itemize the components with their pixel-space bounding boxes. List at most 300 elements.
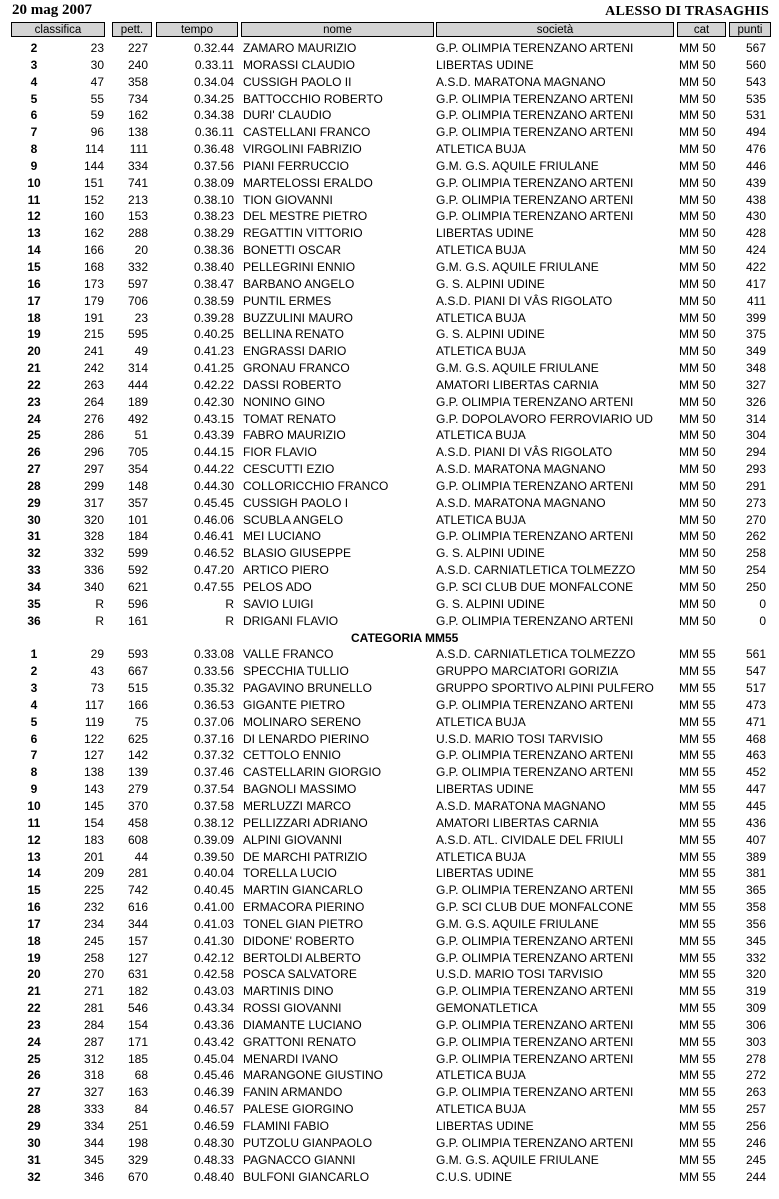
cell-pettorale: 184	[127, 529, 148, 544]
cell-nome: FABRO MAURIZIO	[243, 428, 346, 443]
cell-pettorale: 127	[127, 950, 148, 965]
cell-punti: 531	[745, 108, 766, 123]
cell-cat: MM 50	[679, 327, 716, 342]
cell-pettorale: 198	[127, 1135, 148, 1150]
column-header-punti: punti	[729, 22, 771, 37]
cell-nome: SCUBLA ANGELO	[243, 512, 344, 527]
cell-tempo: 0.38.36	[193, 243, 234, 258]
table-row	[0, 343, 779, 360]
table-row	[0, 747, 779, 764]
cell-rank: 18	[27, 310, 41, 325]
cell-cat: MM 50	[679, 361, 716, 376]
cell-pettorale: 185	[127, 1051, 148, 1066]
cell-tempo: 0.43.42	[193, 1034, 234, 1049]
cell-cat: MM 50	[679, 259, 716, 274]
cell-societa: ATLETICA BUJA	[436, 428, 526, 443]
cell-pettorale: 670	[127, 1169, 148, 1184]
cell-punti: 272	[745, 1068, 766, 1083]
cell-nome: DRIGANI FLAVIO	[243, 613, 339, 628]
cell-pettorale: 370	[127, 798, 148, 813]
cell-pettorale: 148	[127, 478, 148, 493]
cell-tempo: 0.44.22	[193, 462, 234, 477]
cell-classifica: 179	[83, 293, 104, 308]
cell-punti: 417	[745, 276, 766, 291]
cell-cat: MM 50	[679, 596, 716, 611]
table-row	[0, 798, 779, 815]
cell-punti: 320	[745, 967, 766, 982]
cell-tempo: R	[225, 613, 234, 628]
cell-rank: 32	[27, 546, 41, 561]
cell-classifica: 145	[83, 798, 104, 813]
cell-punti: 256	[745, 1119, 766, 1133]
cell-nome: GRATTONI RENATO	[243, 1034, 357, 1049]
cell-punti: 389	[745, 849, 766, 864]
cell-cat: MM 55	[679, 714, 716, 729]
cell-classifica: 312	[83, 1051, 104, 1066]
cell-rank: 5	[30, 714, 38, 729]
cell-rank: 11	[27, 815, 41, 830]
cell-classifica: 96	[90, 125, 104, 140]
cell-societa: AMATORI LIBERTAS CARNIA	[436, 815, 599, 830]
cell-tempo: 0.39.28	[193, 310, 234, 325]
cell-cat: MM 55	[679, 1001, 716, 1016]
cell-tempo: 0.37.32	[193, 748, 234, 763]
cell-cat: MM 55	[679, 1034, 716, 1049]
cell-rank: 35	[27, 596, 41, 611]
cell-classifica: 30	[90, 57, 104, 72]
cell-tempo: 0.42.30	[193, 394, 234, 409]
cell-tempo: 0.47.20	[193, 563, 234, 578]
cell-societa: G.M. G.S. AQUILE FRIULANE	[436, 158, 599, 173]
cell-cat: MM 50	[679, 344, 716, 359]
cell-nome: MARTINIS DINO	[243, 984, 334, 999]
cell-classifica: 297	[83, 462, 104, 477]
cell-tempo: 0.39.50	[193, 849, 234, 864]
table-row	[0, 158, 779, 175]
cell-tempo: 0.43.34	[193, 1001, 234, 1016]
cell-tempo: 0.41.25	[193, 361, 234, 376]
cell-cat: MM 55	[679, 1102, 716, 1117]
cell-pettorale: 592	[127, 563, 148, 578]
cell-pettorale: 515	[127, 681, 148, 696]
cell-classifica: 344	[83, 1135, 104, 1150]
cell-rank: 5	[30, 91, 38, 106]
cell-societa: ATLETICA BUJA	[436, 344, 526, 359]
cell-cat: MM 50	[679, 546, 716, 561]
table-row	[0, 192, 779, 209]
cell-classifica: 215	[83, 327, 104, 342]
cell-nome: MERLUZZI MARCO	[243, 798, 351, 813]
cell-rank: 2	[30, 41, 38, 55]
table-row	[0, 1152, 779, 1169]
cell-cat: MM 55	[679, 748, 716, 763]
cell-pettorale: 251	[127, 1119, 148, 1133]
cell-nome: DE MARCHI PATRIZIO	[243, 849, 368, 864]
cell-rank: 25	[27, 428, 41, 443]
cell-rank: 21	[27, 984, 41, 999]
cell-punti: 560	[745, 57, 766, 72]
cell-rank: 31	[27, 1152, 41, 1167]
cell-nome: BULFONI GIANCARLO	[243, 1169, 370, 1184]
cell-societa: A.S.D. ATL. CIVIDALE DEL FRIULI	[436, 832, 624, 847]
cell-tempo: 0.45.46	[193, 1068, 234, 1083]
cell-rank: 4	[30, 697, 38, 712]
cell-nome: PAGAVINO BRUNELLO	[243, 681, 372, 696]
cell-punti: 306	[745, 1017, 766, 1032]
cell-tempo: 0.35.32	[193, 681, 234, 696]
cell-pettorale: 49	[134, 344, 148, 359]
cell-rank: 18	[27, 933, 41, 948]
cell-pettorale: 138	[127, 125, 148, 140]
cell-rank: 27	[27, 462, 41, 477]
cell-rank: 9	[30, 158, 38, 173]
cell-classifica: 114	[84, 142, 104, 157]
cell-tempo: 0.42.22	[193, 377, 234, 392]
cell-classifica: 55	[90, 91, 104, 106]
cell-tempo: 0.37.54	[193, 782, 234, 797]
cell-societa: G.P. OLIMPIA TERENZANO ARTENI	[436, 1135, 634, 1150]
cell-cat: MM 55	[679, 1017, 716, 1032]
cell-societa: G.P. OLIMPIA TERENZANO ARTENI	[436, 697, 634, 712]
cell-cat: MM 55	[679, 849, 716, 864]
cell-cat: MM 50	[679, 428, 716, 443]
cell-rank: 20	[27, 344, 41, 359]
cell-classifica: 345	[83, 1152, 104, 1167]
cell-pettorale: 154	[127, 1017, 148, 1032]
table-row	[0, 91, 779, 108]
cell-rank: 3	[30, 681, 38, 696]
cell-tempo: R	[225, 596, 234, 611]
cell-classifica: 154	[83, 815, 104, 830]
cell-pettorale: 213	[127, 192, 148, 207]
cell-nome: CETTOLO ENNIO	[243, 748, 341, 763]
cell-tempo: 0.37.56	[193, 158, 234, 173]
cell-rank: 12	[27, 209, 41, 224]
table-row	[0, 966, 779, 983]
cell-societa: G. S. ALPINI UDINE	[436, 596, 545, 611]
cell-classifica: 270	[83, 967, 104, 982]
cell-classifica: 151	[83, 175, 104, 190]
cell-pettorale: 240	[127, 57, 148, 72]
cell-classifica: 317	[83, 495, 104, 510]
cell-rank: 28	[27, 478, 41, 493]
cell-punti: 424	[745, 243, 766, 258]
cell-nome: TOMAT RENATO	[243, 411, 336, 426]
cell-cat: MM 50	[679, 563, 716, 578]
table-row	[0, 461, 779, 478]
table-row	[0, 781, 779, 798]
cell-nome: MORASSI CLAUDIO	[243, 57, 356, 72]
cell-pettorale: 68	[134, 1068, 148, 1083]
table-row	[0, 1118, 779, 1135]
cell-nome: FLAMINI FABIO	[243, 1119, 330, 1133]
cell-classifica: 328	[83, 529, 104, 544]
cell-classifica: 73	[90, 681, 104, 696]
cell-tempo: 0.43.03	[193, 984, 234, 999]
cell-tempo: 0.38.29	[193, 226, 234, 241]
cell-societa: G.P. OLIMPIA TERENZANO ARTENI	[436, 394, 634, 409]
cell-tempo: 0.41.03	[193, 916, 234, 931]
cell-societa: U.S.D. MARIO TOSI TARVISIO	[436, 967, 603, 982]
cell-societa: ATLETICA BUJA	[436, 849, 526, 864]
cell-pettorale: 51	[134, 428, 148, 443]
cell-tempo: 0.37.46	[193, 765, 234, 780]
cell-tempo: 0.48.33	[193, 1152, 234, 1167]
cell-punti: 273	[745, 495, 766, 510]
cell-rank: 2	[30, 664, 38, 679]
cell-cat: MM 50	[679, 310, 716, 325]
cell-pettorale: 332	[127, 259, 148, 274]
table-row	[0, 40, 779, 57]
cell-rank: 15	[27, 883, 41, 898]
cell-classifica: 281	[83, 1001, 104, 1016]
cell-classifica: 225	[83, 883, 104, 898]
race-date: 20 mag 2007	[12, 2, 92, 18]
cell-classifica: 173	[83, 276, 104, 291]
table-row	[0, 444, 779, 461]
cell-cat: MM 55	[679, 984, 716, 999]
cell-tempo: 0.34.25	[193, 91, 234, 106]
cell-cat: MM 55	[679, 697, 716, 712]
cell-pettorale: 742	[127, 883, 148, 898]
cell-nome: SPECCHIA TULLIO	[243, 664, 349, 679]
cell-punti: 365	[745, 883, 766, 898]
cell-punti: 381	[745, 866, 766, 881]
cell-cat: MM 50	[679, 495, 716, 510]
table-row	[0, 242, 779, 259]
table-row	[0, 832, 779, 849]
cell-nome: DASSI ROBERTO	[243, 377, 342, 392]
cell-tempo: 0.38.10	[193, 192, 234, 207]
cell-pettorale: 182	[127, 984, 148, 999]
cell-rank: 23	[27, 1017, 41, 1032]
cell-cat: MM 55	[679, 647, 716, 662]
cell-tempo: 0.36.48	[193, 142, 234, 157]
cell-nome: DIAMANTE LUCIANO	[243, 1017, 362, 1032]
cell-tempo: 0.40.45	[193, 883, 234, 898]
cell-pettorale: 631	[127, 967, 148, 982]
cell-societa: G.P. OLIMPIA TERENZANO ARTENI	[436, 209, 634, 224]
cell-tempo: 0.42.58	[193, 967, 234, 982]
cell-nome: PALESE GIORGINO	[243, 1102, 354, 1117]
cell-classifica: 143	[83, 782, 104, 797]
table-row	[0, 495, 779, 512]
cell-rank: 32	[27, 1169, 41, 1184]
page-header	[0, 0, 779, 22]
cell-societa: G.P. OLIMPIA TERENZANO ARTENI	[436, 748, 634, 763]
cell-punti: 567	[745, 41, 766, 55]
cell-cat: MM 50	[679, 142, 716, 157]
cell-punti: 291	[745, 478, 766, 493]
cell-tempo: 0.46.06	[193, 512, 234, 527]
cell-tempo: 0.39.09	[193, 832, 234, 847]
cell-tempo: 0.38.23	[193, 209, 234, 224]
cell-rank: 4	[30, 74, 38, 89]
cell-societa: G.P. OLIMPIA TERENZANO ARTENI	[436, 108, 634, 123]
cell-tempo: 0.43.39	[193, 428, 234, 443]
cell-punti: 407	[745, 832, 766, 847]
cell-societa: ATLETICA BUJA	[436, 243, 526, 258]
cell-pettorale: 458	[127, 815, 148, 830]
cell-nome: ENGRASSI DARIO	[243, 344, 347, 359]
cell-cat: MM 50	[679, 226, 716, 241]
cell-societa: G.M. G.S. AQUILE FRIULANE	[436, 1152, 599, 1167]
column-header-classifica: classifica	[11, 22, 105, 37]
cell-nome: ARTICO PIERO	[243, 563, 329, 578]
column-header-nome: nome	[241, 22, 434, 37]
cell-nome: CESCUTTI EZIO	[243, 462, 335, 477]
cell-nome: TONEL GIAN PIETRO	[243, 916, 364, 931]
cell-pettorale: 111	[129, 142, 148, 157]
cell-tempo: 0.33.56	[193, 664, 234, 679]
cell-pettorale: 706	[127, 293, 148, 308]
table-row	[0, 697, 779, 714]
cell-classifica: 152	[83, 192, 104, 207]
cell-pettorale: 625	[127, 731, 148, 746]
cell-classifica: 122	[83, 731, 104, 746]
cell-classifica: 320	[83, 512, 104, 527]
cell-societa: GEMONATLETICA	[436, 1001, 538, 1016]
table-row	[0, 1000, 779, 1017]
cell-nome: DEL MESTRE PIETRO	[243, 209, 368, 224]
cell-rank: 12	[27, 832, 41, 847]
cell-classifica: 117	[84, 697, 104, 712]
cell-pettorale: 20	[134, 243, 148, 258]
cell-societa: G. S. ALPINI UDINE	[436, 546, 545, 561]
cell-rank: 13	[27, 849, 41, 864]
cell-classifica: 232	[83, 900, 104, 915]
table-row	[0, 663, 779, 680]
cell-punti: 411	[746, 293, 766, 308]
cell-punti: 326	[745, 394, 766, 409]
cell-punti: 303	[745, 1034, 766, 1049]
cell-rank: 21	[27, 361, 41, 376]
cell-tempo: 0.41.00	[193, 900, 234, 915]
table-row	[0, 1135, 779, 1152]
cell-cat: MM 50	[679, 57, 716, 72]
cell-cat: MM 50	[679, 276, 716, 291]
cell-punti: 349	[745, 344, 766, 359]
cell-punti: 430	[745, 209, 766, 224]
cell-societa: ATLETICA BUJA	[436, 142, 526, 157]
cell-societa: G.P. OLIMPIA TERENZANO ARTENI	[436, 41, 634, 55]
cell-nome: PUNTIL ERMES	[243, 293, 332, 308]
cell-rank: 6	[30, 108, 38, 123]
cell-classifica: 296	[83, 445, 104, 460]
cell-rank: 13	[27, 226, 41, 241]
cell-punti: 244	[745, 1169, 766, 1184]
cell-cat: MM 55	[679, 967, 716, 982]
cell-nome: GRONAU FRANCO	[243, 361, 350, 376]
cell-punti: 293	[745, 462, 766, 477]
cell-cat: MM 55	[679, 681, 716, 696]
cell-punti: 428	[745, 226, 766, 241]
cell-tempo: 0.43.15	[193, 411, 234, 426]
cell-classifica: 166	[83, 243, 104, 258]
table-row	[0, 1067, 779, 1084]
cell-cat: MM 55	[679, 1135, 716, 1150]
table-row	[0, 579, 779, 596]
cell-classifica: 333	[83, 1102, 104, 1117]
table-row	[0, 326, 779, 343]
cell-societa: A.S.D. MARATONA MAGNANO	[436, 798, 606, 813]
cell-nome: BONETTI OSCAR	[243, 243, 342, 258]
cell-classifica: 144	[83, 158, 104, 173]
cell-tempo: 0.45.04	[193, 1051, 234, 1066]
cell-societa: G. S. ALPINI UDINE	[436, 327, 545, 342]
table-row	[0, 512, 779, 529]
cell-rank: 8	[30, 142, 38, 157]
cell-pettorale: 153	[127, 209, 148, 224]
cell-tempo: 0.43.36	[193, 1017, 234, 1032]
cell-rank: 14	[27, 243, 41, 258]
table-row	[0, 916, 779, 933]
cell-cat: MM 55	[679, 866, 716, 881]
cell-rank: 23	[27, 394, 41, 409]
cell-punti: 375	[745, 327, 766, 342]
table-row	[0, 478, 779, 495]
cell-punti: 332	[745, 950, 766, 965]
cell-classifica: 336	[83, 563, 104, 578]
cell-societa: G.P. OLIMPIA TERENZANO ARTENI	[436, 984, 634, 999]
cell-punti: 262	[745, 529, 766, 544]
cell-punti: 358	[745, 900, 766, 915]
cell-rank: 22	[27, 1001, 41, 1016]
cell-punti: 439	[745, 175, 766, 190]
cell-nome: MARTIN GIANCARLO	[243, 883, 363, 898]
cell-cat: MM 50	[679, 411, 716, 426]
cell-rank: 8	[30, 765, 38, 780]
cell-punti: 399	[745, 310, 766, 325]
table-row	[0, 764, 779, 781]
cell-cat: MM 50	[679, 209, 716, 224]
cell-classifica: 271	[83, 984, 104, 999]
table-row	[0, 1034, 779, 1051]
table-row	[0, 1051, 779, 1068]
table-row	[0, 427, 779, 444]
table-row	[0, 360, 779, 377]
cell-punti: 257	[745, 1102, 766, 1117]
cell-tempo: 0.34.04	[193, 74, 234, 89]
cell-punti: 309	[745, 1001, 766, 1016]
cell-societa: ATLETICA BUJA	[436, 512, 526, 527]
cell-nome: PELOS ADO	[243, 580, 312, 594]
cell-societa: G.M. G.S. AQUILE FRIULANE	[436, 361, 599, 376]
cell-societa: G.P. OLIMPIA TERENZANO ARTENI	[436, 529, 634, 544]
table-row	[0, 646, 779, 663]
cell-pettorale: 157	[127, 933, 148, 948]
cell-pettorale: 75	[134, 714, 148, 729]
cell-cat: MM 55	[679, 916, 716, 931]
cell-classifica: 160	[83, 209, 104, 224]
cell-punti: 436	[745, 815, 766, 830]
cell-classifica: 263	[83, 377, 104, 392]
cell-societa: A.S.D. MARATONA MAGNANO	[436, 462, 606, 477]
cell-cat: MM 55	[679, 950, 716, 965]
table-row	[0, 293, 779, 310]
cell-tempo: 0.38.40	[193, 259, 234, 274]
cell-pettorale: 139	[127, 765, 148, 780]
cell-pettorale: 705	[127, 445, 148, 460]
cell-punti: 438	[745, 192, 766, 207]
cell-tempo: 0.41.30	[193, 933, 234, 948]
cell-tempo: 0.34.38	[193, 108, 234, 123]
cell-tempo: 0.48.40	[193, 1169, 234, 1184]
cell-rank: 7	[30, 748, 38, 763]
cell-societa: LIBERTAS UDINE	[436, 57, 534, 72]
cell-tempo: 0.33.08	[193, 647, 234, 662]
cell-societa: G.P. OLIMPIA TERENZANO ARTENI	[436, 175, 634, 190]
